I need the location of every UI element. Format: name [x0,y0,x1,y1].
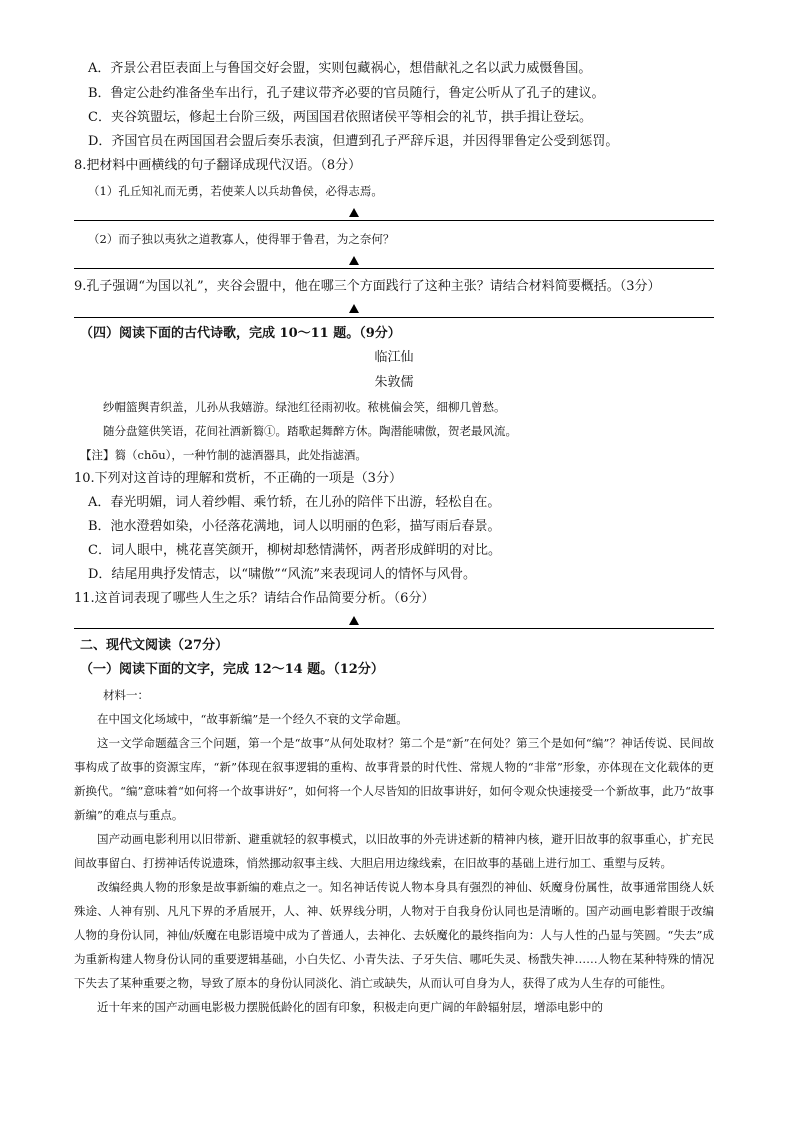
q8-stem: 8.把材料中画横线的句子翻译成现代汉语。（8分） [74,158,362,173]
answer-marker-icon [349,208,359,217]
answer-line [74,268,714,269]
q10-option-c: C．词人眼中，桃花喜笑颜开，柳树却愁情满怀，两者形成鲜明的对比。 [88,543,501,558]
answer-marker-icon [349,256,359,265]
q9-stem: 9.孔子强调“为国以礼”，夹谷会盟中，他在哪三个方面践行了这种主张？请结合材料简要概括。（3分） [74,279,661,294]
q7-option-d: D．齐国官员在两国国君会盟后奏乐表演，但遭到孔子严辞斥退，并因得罪鲁定公受到惩罚。 [88,134,619,149]
material-1-label: 材料一： [103,688,149,702]
poem-line-2: 随分盘筵供笑语，花间社酒新篘①。踏歌起舞醉方休。陶潜能啸傲，贺老最风流。 [103,424,517,438]
q8-sentence-1: （1）孔丘知礼而无勇，若使莱人以兵劫鲁侯，必得志焉。 [88,184,383,198]
q10-stem: 10.下列对这首诗的理解和赏析，不正确的一项是（3分） [74,471,402,486]
poem-author: 朱敦儒 [374,375,414,390]
paragraph: 在中国文化场域中，“故事新编”是一个经久不衰的文学命题。 [97,712,408,726]
q10-option-d: D．结尾用典抒发情志，以“啸傲”“风流”来表现词人的情怀与风骨。 [88,567,477,582]
answer-marker-icon [349,616,359,625]
q7-option-a: A．齐景公君臣表面上与鲁国交好会盟，实则包藏祸心，想借献礼之名以武力威慑鲁国。 [88,61,592,76]
paragraph: 国产动画电影利用以旧带新、避重就轻的叙事模式，以旧故事的外壳讲述新的精神内核，避开旧故事的叙事重心，扩充民间故事留白、打捞神话传说遗珠，悄然挪动叙事主线、大胆启用边缘线索，在旧故事的基础上进行加工、重塑与反转。 [74,832,714,870]
answer-line [74,220,714,221]
section-4-heading: （四）阅读下面的古代诗歌，完成 10～11 题。（9分） [80,326,401,341]
q11-stem: 11.这首词表现了哪些人生之乐？请结合作品简要分析。（6分） [74,591,435,606]
q7-option-b: B．鲁定公赴约准备坐车出行，孔子建议带齐必要的官员随行，鲁定公听从了孔子的建议。 [88,86,605,101]
poem-note: 【注】篘（chōu），一种竹制的滤酒器具，此处指滤酒。 [80,448,367,462]
answer-marker-icon [349,304,359,313]
answer-line [74,628,714,629]
answer-line [74,317,714,318]
poem-line-1: 纱帽篮舆青织盖，儿孙从我嬉游。绿池红径雨初收。秾桃偏会笑，细柳几曾愁。 [103,400,506,414]
poem-title: 临江仙 [374,350,414,365]
material-1-body [74,707,714,1019]
paragraph: 这一文学命题蕴含三个问题，第一个是“故事”从何处取材？第二个是“新”在何处？第三个是如何“编”？神话传说、民间故事构成了故事的资源宝库，“新”体现在叙事逻辑的重构、故事背景的时代性、常规人物的“非常”形象，亦体现在文化载体的更新换代。“编”意味着“如何将一个故事讲好”，如何将一个人尽皆知的旧故事讲好，如何令观众快速接受一个新故事，此乃“故事新编”的难点与重点。 [74,736,714,822]
q10-option-a: A．春光明媚，词人着纱帽、乘竹轿，在儿孙的陪伴下出游，轻松自在。 [88,495,501,510]
q10-option-b: B．池水澄碧如染，小径落花满地，词人以明丽的色彩，描写雨后春景。 [88,519,501,534]
section-2-heading: 二、现代文阅读（27分） [80,638,229,653]
paragraph: 改编经典人物的形象是故事新编的难点之一。知名神话传说人物本身具有强烈的神仙、妖魔身份属性，故事通常围绕人妖殊途、人神有别、凡凡下界的矛盾展开，人、神、妖界线分明，人物对于自我身份认同也是清晰的。国产动画电影着眼于改编人物的身份认同，神仙/妖魔在电影语境中成为了普通人，去神化、去妖魔化的最终指向为：人与人性的凸显与笑圆。“失去”成为重新构建人物身份认同的重要逻辑基础，小白失忆、小青失法、子牙失信、哪吒失灵、杨戬失神……人物在某种特殊的情况下失去了某种重要之物，导致了原本的身份认同淡化、消亡或缺失，从而认可自身为人，获得了成为人生存的可能性。 [74,880,714,990]
q8-sentence-2: （2）而子独以夷狄之道教寡人，使得罪于鲁君，为之奈何？ [88,232,395,246]
section-2-part-1-heading: （一）阅读下面的文字，完成 12～14 题。（12分） [80,662,384,677]
paragraph: 近十年来的国产动画电影极力摆脱低龄化的固有印象，积极走向更广阔的年龄辐射层，增添电影中的 [97,1000,603,1014]
q7-option-c: C．夹谷筑盟坛，修起土台阶三级，两国国君依照诸侯平等相会的礼节，拱手揖让登坛。 [88,110,592,125]
